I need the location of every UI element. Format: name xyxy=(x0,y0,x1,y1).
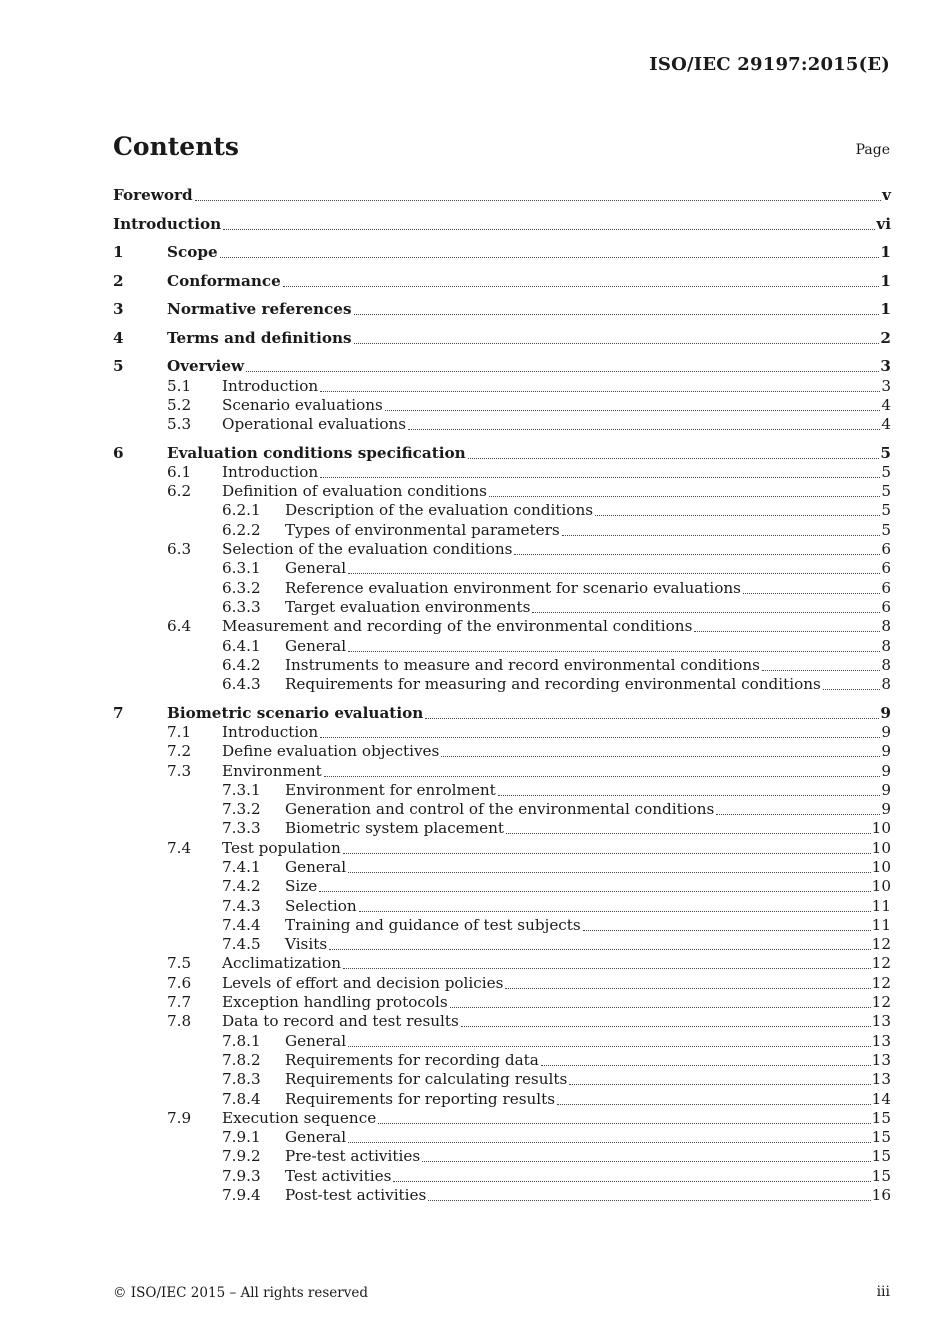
toc-entry-number: 7.3 xyxy=(167,761,192,780)
toc-entry-number: 5.1 xyxy=(167,376,192,395)
toc-entry[interactable] xyxy=(113,935,891,954)
toc-entry-page: 13 xyxy=(871,1050,891,1069)
toc-entry-number: 7.4.2 xyxy=(222,877,261,896)
toc-entry-page: 12 xyxy=(871,935,891,954)
toc-entry-number: 6.4.2 xyxy=(222,655,261,674)
toc-entry-page: v xyxy=(882,186,891,205)
toc-entry-title[interactable]: Requirements for reporting results xyxy=(285,1089,556,1108)
dot-leader xyxy=(246,371,879,372)
toc-entry-number: 4 xyxy=(113,328,124,347)
toc-entry-page: 6 xyxy=(881,578,891,597)
toc-entry[interactable] xyxy=(113,186,891,205)
toc-entry-page: 8 xyxy=(881,655,891,674)
toc-entry[interactable] xyxy=(113,800,891,819)
dot-leader xyxy=(354,314,880,315)
toc-entry-number: 3 xyxy=(113,300,124,319)
toc-entry-title[interactable]: Visits xyxy=(285,935,328,954)
toc-entry-title[interactable]: Biometric system placement xyxy=(285,819,504,838)
dot-leader xyxy=(324,776,881,777)
toc-entry-page: 12 xyxy=(871,954,891,973)
dot-leader xyxy=(514,554,880,555)
toc-entry-title[interactable]: Evaluation conditions specification xyxy=(167,443,466,462)
page-column-label: Page xyxy=(855,142,890,158)
toc-entry-title[interactable]: General xyxy=(285,1031,347,1050)
toc-entry-number: 6.3.3 xyxy=(222,597,261,616)
toc-entry-page: 13 xyxy=(871,1070,891,1089)
toc-entry-title[interactable]: Selection xyxy=(285,896,357,915)
toc-entry[interactable] xyxy=(113,1128,891,1147)
dot-leader xyxy=(532,612,880,613)
toc-entry[interactable] xyxy=(113,896,891,915)
page-number: iii xyxy=(876,1284,890,1300)
dot-leader xyxy=(195,200,882,201)
toc-entry-title[interactable]: General xyxy=(285,636,347,655)
toc-entry[interactable] xyxy=(113,916,891,935)
copyright-notice: © ISO/IEC 2015 – All rights reserved xyxy=(113,1285,368,1301)
toc-entry-page: 5 xyxy=(881,482,891,501)
toc-entry[interactable] xyxy=(113,723,891,742)
toc-entry[interactable] xyxy=(113,761,891,780)
toc-entry-page: 8 xyxy=(881,675,891,694)
toc-entry-number: 7.8.2 xyxy=(222,1050,261,1069)
toc-entry-title[interactable]: Define evaluation objectives xyxy=(222,742,440,761)
toc-entry-page: 6 xyxy=(881,559,891,578)
toc-entry[interactable] xyxy=(113,520,891,539)
toc-entry-title[interactable]: Foreword xyxy=(113,186,193,205)
toc-entry-number: 7.8.1 xyxy=(222,1031,261,1050)
toc-entry[interactable] xyxy=(113,819,891,838)
toc-entry-number: 7.8 xyxy=(167,1012,192,1031)
toc-entry-number: 7.3.1 xyxy=(222,780,261,799)
dot-leader xyxy=(348,1142,871,1143)
toc-entry-number: 6.3.1 xyxy=(222,559,261,578)
toc-entry[interactable] xyxy=(113,1089,891,1108)
toc-entry-title[interactable]: Introduction xyxy=(222,722,319,741)
toc-entry-number: 5.3 xyxy=(167,415,192,434)
dot-leader xyxy=(223,229,875,230)
toc-entry-page: 15 xyxy=(871,1147,891,1166)
toc-entry-page: 13 xyxy=(871,1031,891,1050)
toc-entry-title[interactable]: Introduction xyxy=(113,214,222,233)
toc-entry[interactable] xyxy=(113,540,891,559)
dot-leader xyxy=(348,872,871,873)
toc-entry-title[interactable]: Biometric scenario evaluation xyxy=(167,703,424,722)
toc-entry-title[interactable]: Scope xyxy=(167,243,218,262)
dot-leader xyxy=(343,968,871,969)
toc-entry-number: 7.4.3 xyxy=(222,896,261,915)
toc-entry-number: 7.7 xyxy=(167,993,192,1012)
dot-leader xyxy=(354,343,880,344)
toc-entry-title[interactable]: Environment for enrolment xyxy=(285,780,496,799)
dot-leader xyxy=(378,1123,870,1124)
toc-entry[interactable] xyxy=(113,781,891,800)
dot-leader xyxy=(348,651,880,652)
toc-entry-number: 7.4.5 xyxy=(222,935,261,954)
toc-entry-number: 7.4.1 xyxy=(222,858,261,876)
dot-leader xyxy=(506,833,871,834)
table-of-contents xyxy=(113,186,891,1205)
toc-entry-title[interactable]: Test activities xyxy=(285,1166,392,1185)
toc-entry[interactable] xyxy=(113,703,891,722)
dot-leader xyxy=(425,718,879,719)
toc-entry[interactable] xyxy=(113,675,891,694)
toc-entry[interactable] xyxy=(113,396,891,415)
toc-entry-title[interactable]: Levels of effort and decision policies xyxy=(222,973,504,992)
toc-entry-page: 5 xyxy=(881,501,891,520)
toc-entry-title[interactable]: Post-test activities xyxy=(285,1186,427,1205)
toc-entry-title[interactable]: Data to record and test results xyxy=(222,1012,459,1031)
toc-entry-title[interactable]: Acclimatization xyxy=(222,954,342,973)
dot-leader xyxy=(823,689,881,690)
toc-entry-title[interactable]: Target evaluation environments xyxy=(285,597,531,616)
toc-entry-number: 7.1 xyxy=(167,722,192,741)
toc-entry[interactable] xyxy=(113,636,891,655)
toc-entry-title[interactable]: General xyxy=(285,858,347,876)
toc-entry-page: 15 xyxy=(871,1166,891,1185)
toc-entry-number: 7.9 xyxy=(167,1108,192,1127)
dot-leader xyxy=(541,1065,871,1066)
toc-entry-page: 3 xyxy=(880,357,891,376)
toc-entry-title[interactable]: General xyxy=(285,1128,347,1147)
toc-entry-title[interactable]: Measurement and recording of the environmental conditions xyxy=(222,617,693,636)
toc-entry-page: 13 xyxy=(871,1012,891,1031)
toc-entry-page: 10 xyxy=(871,819,891,838)
toc-entry-page: 1 xyxy=(880,300,891,319)
toc-entry-title[interactable]: Test population xyxy=(222,838,341,857)
toc-entry-page: 12 xyxy=(871,973,891,992)
toc-entry[interactable] xyxy=(113,482,891,501)
toc-entry[interactable] xyxy=(113,271,891,290)
toc-entry[interactable] xyxy=(113,617,891,636)
dot-leader xyxy=(498,795,881,796)
toc-entry-number: 7.3.3 xyxy=(222,819,261,838)
dot-leader xyxy=(359,911,871,912)
toc-entry[interactable] xyxy=(113,1186,891,1205)
toc-entry[interactable] xyxy=(113,877,891,896)
toc-entry[interactable] xyxy=(113,214,891,233)
toc-entry-page: 9 xyxy=(881,761,891,780)
dot-leader xyxy=(220,257,880,258)
toc-entry-title[interactable]: Terms and definitions xyxy=(167,328,352,347)
toc-entry[interactable] xyxy=(113,1109,891,1128)
toc-entry-page: 15 xyxy=(871,1128,891,1147)
dot-leader xyxy=(562,535,881,536)
dot-leader xyxy=(743,593,880,594)
toc-entry-title[interactable]: Operational evaluations xyxy=(222,415,407,434)
toc-entry-title[interactable]: Environment xyxy=(222,761,322,780)
toc-entry-page: 3 xyxy=(881,376,891,395)
toc-entry-title[interactable]: General xyxy=(285,559,347,578)
toc-entry[interactable] xyxy=(113,656,891,675)
toc-entry-title[interactable]: Requirements for calculating results xyxy=(285,1070,568,1089)
toc-entry-number: 6.4.3 xyxy=(222,675,261,694)
toc-entry-page: 5 xyxy=(881,520,891,539)
toc-entry-page: 9 xyxy=(881,722,891,741)
toc-entry-page: 1 xyxy=(880,271,891,290)
toc-entry-number: 7.4 xyxy=(167,838,192,857)
toc-entry-page: 2 xyxy=(880,328,891,347)
toc-entry-page: 11 xyxy=(871,896,891,915)
toc-entry-number: 7.5 xyxy=(167,954,192,973)
toc-entry-number: 6.2.1 xyxy=(222,501,261,520)
toc-entry-title[interactable]: Types of environmental parameters xyxy=(285,520,560,539)
toc-entry-number: 6.4 xyxy=(167,617,192,636)
toc-entry-number: 7 xyxy=(113,703,124,722)
toc-entry[interactable] xyxy=(113,742,891,761)
dot-leader xyxy=(583,930,871,931)
toc-entry-number: 2 xyxy=(113,271,124,290)
toc-entry-page: vi xyxy=(876,214,891,233)
toc-entry[interactable] xyxy=(113,598,891,617)
dot-leader xyxy=(468,458,880,459)
toc-entry[interactable] xyxy=(113,1070,891,1089)
toc-entry-number: 6.2 xyxy=(167,482,192,501)
toc-entry-page: 9 xyxy=(880,703,891,722)
dot-leader xyxy=(343,853,871,854)
toc-entry-title[interactable]: Definition of evaluation conditions xyxy=(222,482,487,501)
toc-entry-page: 8 xyxy=(881,617,891,636)
toc-entry-page: 6 xyxy=(881,597,891,616)
toc-entry[interactable] xyxy=(113,559,891,578)
toc-entry-page: 9 xyxy=(881,780,891,799)
toc-entry-number: 7.8.4 xyxy=(222,1089,261,1108)
toc-entry-number: 6.3 xyxy=(167,540,192,559)
toc-entry-title[interactable]: Execution sequence xyxy=(222,1108,377,1127)
toc-entry[interactable] xyxy=(113,300,891,319)
toc-entry-title[interactable]: Pre-test activities xyxy=(285,1147,421,1166)
dot-leader xyxy=(505,988,870,989)
dot-leader xyxy=(595,515,880,516)
toc-entry-number: 7.3.2 xyxy=(222,800,261,819)
dot-leader xyxy=(450,1007,871,1008)
toc-entry-number: 6.4.1 xyxy=(222,636,261,655)
dot-leader xyxy=(320,737,880,738)
toc-entry-title[interactable]: Introduction xyxy=(222,462,319,481)
toc-entry-number: 7.9.2 xyxy=(222,1147,261,1166)
dot-leader xyxy=(348,573,880,574)
toc-entry-page: 10 xyxy=(871,877,891,896)
toc-entry-title[interactable]: Reference evaluation environment for scenario evaluations xyxy=(285,578,741,597)
toc-entry-title[interactable]: Requirements for recording data xyxy=(285,1050,539,1069)
toc-entry-page: 9 xyxy=(881,742,891,761)
toc-entry-title[interactable]: Normative references xyxy=(167,300,352,319)
toc-entry-number: 7.6 xyxy=(167,973,192,992)
toc-entry-number: 7.8.3 xyxy=(222,1070,261,1089)
toc-entry[interactable] xyxy=(113,954,891,973)
document-identifier: ISO/IEC 29197:2015(E) xyxy=(649,54,890,75)
dot-leader xyxy=(489,496,880,497)
toc-entry[interactable] xyxy=(113,858,891,877)
toc-entry-title[interactable]: Training and guidance of test subjects xyxy=(285,915,581,934)
toc-entry-number: 7.2 xyxy=(167,742,192,761)
toc-entry-title[interactable]: Conformance xyxy=(167,271,281,290)
toc-entry-title[interactable]: Introduction xyxy=(222,376,319,395)
toc-entry[interactable] xyxy=(113,1051,891,1070)
toc-entry-page: 6 xyxy=(881,540,891,559)
toc-entry-title[interactable]: Generation and control of the environmental conditions xyxy=(285,800,715,819)
dot-leader xyxy=(569,1084,870,1085)
toc-entry[interactable] xyxy=(113,376,891,395)
toc-entry-page: 4 xyxy=(881,415,891,434)
toc-entry[interactable] xyxy=(113,1166,891,1185)
toc-entry[interactable] xyxy=(113,973,891,992)
toc-entry-title[interactable]: Size xyxy=(285,877,318,896)
dot-leader xyxy=(320,477,880,478)
toc-entry-title[interactable]: Description of the evaluation conditions xyxy=(285,501,594,520)
toc-entry-page: 5 xyxy=(880,443,891,462)
toc-entry-page: 16 xyxy=(871,1186,891,1205)
toc-entry-page: 12 xyxy=(871,993,891,1012)
dot-leader xyxy=(441,756,880,757)
toc-entry[interactable] xyxy=(113,443,891,462)
dot-leader xyxy=(694,631,880,632)
dot-leader xyxy=(408,429,880,430)
contents-heading: Contents xyxy=(113,132,240,161)
toc-entry-title[interactable]: Instruments to measure and record environmental conditions xyxy=(285,655,760,674)
toc-entry[interactable] xyxy=(113,501,891,520)
toc-entry-page: 9 xyxy=(881,800,891,819)
dot-leader xyxy=(762,670,880,671)
toc-entry-page: 4 xyxy=(881,395,891,414)
toc-entry-page: 10 xyxy=(871,858,891,876)
toc-entry-page: 8 xyxy=(881,636,891,655)
dot-leader xyxy=(428,1200,870,1201)
toc-entry-number: 6.2.2 xyxy=(222,520,261,539)
toc-entry-number: 6.1 xyxy=(167,462,192,481)
toc-entry-title[interactable]: Exception handling protocols xyxy=(222,993,448,1012)
toc-entry-page: 10 xyxy=(871,838,891,857)
toc-entry-page: 5 xyxy=(881,462,891,481)
toc-entry[interactable] xyxy=(113,578,891,597)
dot-leader xyxy=(320,391,880,392)
toc-entry-page: 1 xyxy=(880,243,891,262)
toc-entry-page: 11 xyxy=(871,915,891,934)
dot-leader xyxy=(716,814,880,815)
dot-leader xyxy=(329,949,871,950)
dot-leader xyxy=(348,1046,871,1047)
toc-entry[interactable] xyxy=(113,1031,891,1050)
dot-leader xyxy=(557,1104,871,1105)
toc-entry-title[interactable]: Requirements for measuring and recording environmental conditions xyxy=(285,675,821,694)
toc-entry-title[interactable]: Selection of the evaluation conditions xyxy=(222,540,513,559)
toc-entry-number: 7.9.1 xyxy=(222,1128,261,1147)
toc-entry-number: 5 xyxy=(113,357,124,376)
toc-entry-title[interactable]: Overview xyxy=(167,357,245,376)
toc-entry[interactable] xyxy=(113,1147,891,1166)
dot-leader xyxy=(422,1161,871,1162)
toc-entry[interactable] xyxy=(113,838,891,857)
toc-entry-page: 14 xyxy=(871,1089,891,1108)
toc-entry-number: 7.4.4 xyxy=(222,915,261,934)
toc-entry-number: 6 xyxy=(113,443,124,462)
toc-entry-page: 15 xyxy=(871,1108,891,1127)
toc-entry[interactable] xyxy=(113,415,891,434)
toc-entry[interactable] xyxy=(113,463,891,482)
toc-entry-title[interactable]: Scenario evaluations xyxy=(222,395,383,414)
toc-entry[interactable] xyxy=(113,993,891,1012)
toc-entry-number: 1 xyxy=(113,243,124,262)
dot-leader xyxy=(461,1026,871,1027)
dot-leader xyxy=(319,891,870,892)
dot-leader xyxy=(283,286,880,287)
toc-entry-number: 6.3.2 xyxy=(222,578,261,597)
dot-leader xyxy=(385,410,881,411)
dot-leader xyxy=(393,1181,870,1182)
toc-entry[interactable] xyxy=(113,328,891,347)
toc-entry-number: 5.2 xyxy=(167,395,192,414)
toc-entry-number: 7.9.3 xyxy=(222,1166,261,1185)
toc-entry-number: 7.9.4 xyxy=(222,1186,261,1205)
toc-entry[interactable] xyxy=(113,357,891,376)
toc-entry[interactable] xyxy=(113,243,891,262)
toc-entry[interactable] xyxy=(113,1012,891,1031)
